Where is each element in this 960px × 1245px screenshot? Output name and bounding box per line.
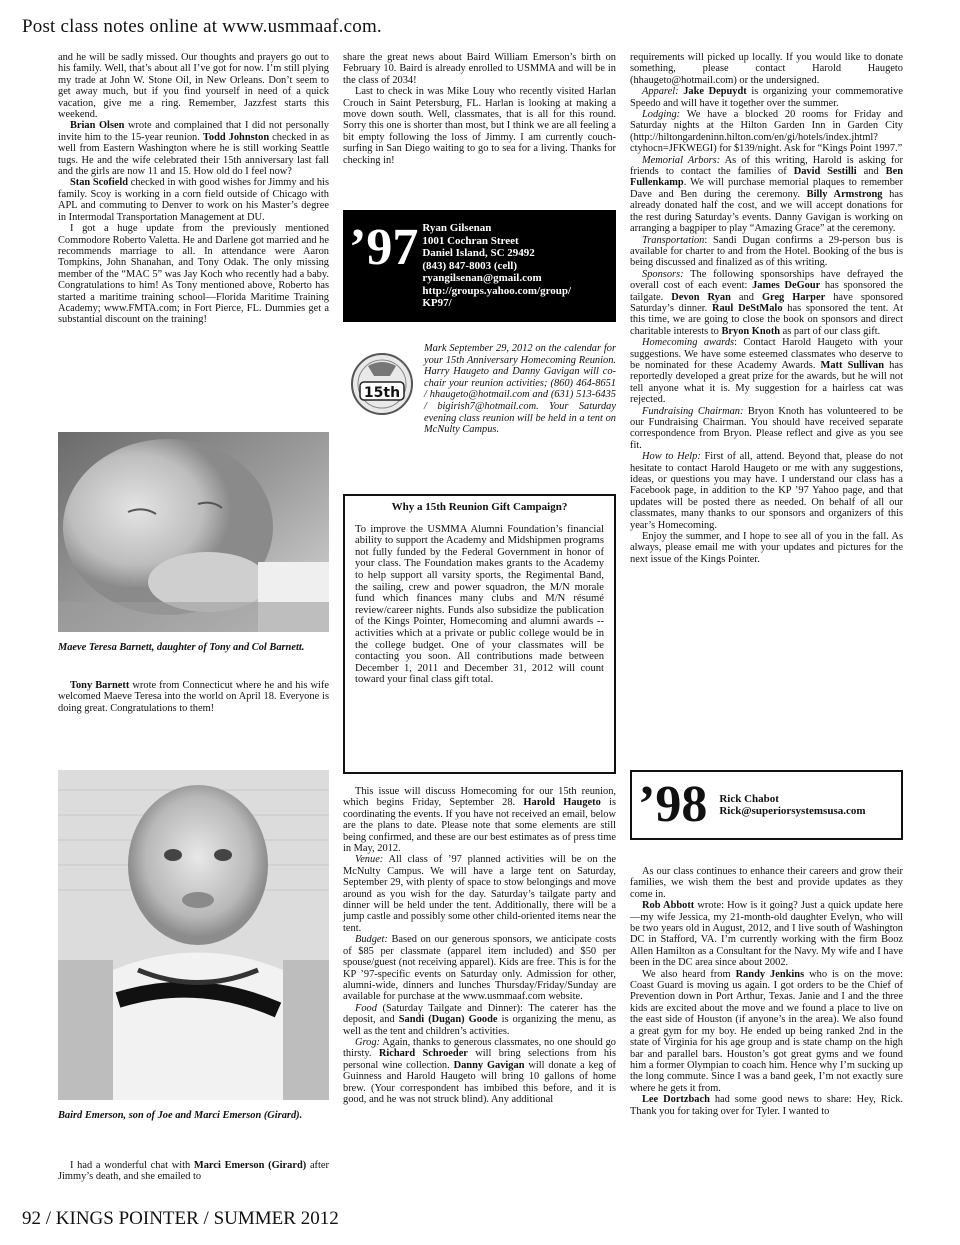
reunion-announcement: Mark September 29, 2012 on the calendar for your 15th Anniversary Homecoming Reunion. Harry Haugeto and Danny Gavigan will co-chair your reunion activities; (860) 464-8651 / hhaugeto@hotmail.com and (631) 513-6435 / bigirish7@hotmail.com. Your Saturday evening class reunion will be held in a tent on McNulty Campus. [424,343,616,436]
paragraph: Fundraising Chairman: Bryon Knoth has volunteered to be our Fundraising Chairman. You should have received separate correspondence from Bryon. Please reflect and give as you see fit. [630,405,903,451]
class-year: ’98 [638,776,708,833]
column-1-mid [58,680,329,714]
paragraph: Lodging: We have a blocked 20 rooms for Friday and Saturday nights at the Hilton Garden Inn in Garden City (http://hiltongardeninn.hilton.com/en/gi/hotels/index.jhtml?ctyhocn=JFKWEGI) for $139/night. Ask for “Kings Point 1997.” [630,109,903,155]
paragraph: We also heard from Randy Jenkins who is on the move: Coast Guard is moving us again. I got orders to be the Chief of Prevention down in Port Arthur, Texas. Janie and I and the three kids are excited about the move and we found a place to live on the east side of Houston (if anyone’s in the area). We also found a great gym for my boy. He ended up being ranked 2nd in the state of Virginia for his age group and is state champ on the high bar and parallel bars. Houston’s got great gyms and we found him a former Olympian to coach him. Hence why I’m sucking up the long commute. Since I was a band geek, I’m not exactly sure where he gets it from. [630,968,903,1094]
paragraph: Stan Scofield checked in with good wishes for Jimmy and his family. Scoy is working in a corn field outside of Chicago with APL and commuting to Denver to work on his Master’s degree in Intermodal Transportation Management at DU. [58,177,329,223]
column-2 [343,52,616,166]
gift-campaign-box [343,494,616,774]
paragraph: Memorial Arbors: As of this writing, Harold is asking for friends to contact the families of David Sestilli and Ben Fullenkamp. We will purchase memorial plaques to remember Dave and Ben during the ceremony. Billy Armstrong has already donated half the cost, and we will accept donations for the rest during Saturday’s events. Danny Gavigan is working on arranging a bagpiper to play “Amazing Grace” at the ceremony. [630,154,903,235]
paragraph: Lee Dortzbach had some good news to share: Hey, Rick. Thank you for taking over for Tyler. I wanted to [630,1094,904,1117]
paragraph: Sponsors: The following sponsorships have defrayed the overall cost of each event: James DeGour has sponsored the tailgate. Devon Ryan and Greg Harper have sponsored Saturday’s dinner. Raul DeStMalo has sponsored the tent. At this time, we are going to close the book on sponsors and direct charitable interests to Bryon Knoth as part of our class gift. [630,268,904,337]
secretary-email[interactable]: Rick@superiorsystemsusa.com [719,805,866,817]
secretary-name: Rick Chabot [719,792,779,805]
column-1 [58,52,329,326]
class-year: ’97 [349,219,419,276]
photo-caption: Maeve Teresa Barnett, daughter of Tony and Col Barnett. [58,642,305,653]
paragraph: Budget: Based on our generous sponsors, we anticipate costs of $85 per classmate (apparel item included) and $50 per spouse/guest (not receiving apparel). Kids are free. This is for the KP ’97-specific events on Saturday only. Admission for other, alumni-wide, dinners and lunches Thursday/Friday/Sunday are available for purchase at the www.usmmaaf.com website. [343,934,616,1003]
column-3 [630,52,903,565]
15th-reunion-badge-icon [350,352,414,422]
gift-campaign-title: Why a 15th Reunion Gift Campaign? [391,501,568,513]
baby-photo-baird [58,770,329,1100]
gift-campaign-text: To improve the USMMA Alumni Foundation’s financial ability to support the Academy and Midshipmen programs not fully funded by the Federal Government in honor of your class. The Foundation makes grants to the Academy to help support all varsity sports, the Regimental Band, the sailing, crew and power squadron, the M/N morale fund which finances many clubs and M/N résumé review/career nights. Funds also subsidize the publication of the Kings Pointer, Homecoming and alumni awards -- activities which at a private or public college would be in the college budget. One of your classmates will be contacting you soon. All contributions made between December 1, 2011 and December 31, 2012 will count toward your final class gift total. [355,523,604,686]
paragraph: Food (Saturday Tailgate and Dinner): The caterer has the deposit, and Sandi (Dugan) Goode is organizing the menu, as well as the tent and children’s activities. [343,1002,617,1037]
paragraph: Tony Barnett wrote from Connecticut where he and his wife welcomed Maeve Teresa into the world on April 18. Everyone is doing great. Congratulations to them! [58,680,329,714]
photo-caption: Baird Emerson, son of Joe and Marci Emerson (Girard). [58,1110,303,1121]
paragraph: share the great news about Baird William Emerson’s birth on February 10. Baird is already enrolled to USMMA and will be in the class of 2034! [343,52,616,86]
paragraph: Last to check in was Mike Louy who recently visited Harlan Crouch in Saint Petersburg, FL. Harlan is looking at making a move down south. Well, classmates, that is all for this round. Sorry this one is shorter than most, but I think we are all feeling a bit empty following the loss of Jimmy. I am currently couch-surfing in San Diego waiting to go to sea for a living. Thanks for checking in! [343,86,616,166]
class-97-contact-box [343,210,616,322]
paragraph: I got a huge update from the previously mentioned Commodore Roberto Valetta. He and Darlene got married and he recommends marriage to all. In attendance were Aaron Tompkins, John Shanahan, and Tony Odak. The only missing member of the “MAC 5” was Jay Koch who recently had a baby. Congratulations to him! As Tony mentioned above, Roberto has started a maritime training school—Florida Maritime Training Academy; www.FMTA.com; in Fort Pierce, FL. Dummies get a substantial discount on the training! [58,223,329,326]
paragraph: Rob Abbott wrote: How is it going? Just a quick update here—my wife Jessica, my 21-month-old daughter Evelyn, who will be two years old in August, 2012, and I live south of Washington DC in Stafford, VA. I’m currently working with the firm Booz Allen Hamilton as a Consultant for the Navy. My wife and I have been in the DC area since about 2002. [630,900,903,969]
paragraph: Brian Olsen wrote and complained that I did not personally invite him to the 15-year reunion. Todd Johnston checked in as well from Eastern Washington where he is still working Seattle tugs. He and the wife celebrated their 15th anniversary last fall and the girls are now 11 and 15. How old do I feel now? [58,120,330,178]
page-header: Post class notes online at www.usmmaaf.com. [22,16,382,37]
class-secretary-contact: Ryan Gilsenan 1001 Cochran Street Daniel Island, SC 29492 (843) 847-8003 (cell) ryangilsenan@gmail.com http://groups.yahoo.com/group/ KP97/ [422,222,572,309]
paragraph: and he will be sadly missed. Our thoughts and prayers go out to his family. Well, that’s about all I’ve got for now. I’m still plying my trade at John W. Stone Oil, in New Orleans. Don’t seem to get away much, but if you find yourself in need of a quick vacation, give me a ring. Remember, Jazzfest starts this weekend. [58,52,329,121]
badge-label: 15th [363,385,401,401]
paragraph: How to Help: First of all, attend. Beyond that, please do not hesitate to contact Harold Haugeto or me with any suggestions, ideas, or questions you may have. I understand our class has a Facebook page, in addition to the KP ’97 Yahoo page, and that updates will be posted there as needed. On behalf of all our classmates, many thanks to our sponsors and organizers of this year’s Homecoming. [630,451,903,531]
paragraph: As our class continues to enhance their careers and grow their families, we wish them the best and provide updates as they come in. [630,866,903,900]
paragraph: I had a wonderful chat with Marci Emerson (Girard) after Jimmy’s death, and she emailed to [58,1160,329,1183]
paragraph: Transportation: Sandi Dugan confirms a 29-person bus is available for charter to and from the Hotel. Booking of the bus is being discussed and finalized as of this writing. [630,234,903,269]
page-footer: 92 / KINGS POINTER / SUMMER 2012 [22,1208,339,1229]
column-3-bottom [630,866,903,1117]
paragraph: Homecoming awards: Contact Harold Haugeto with your suggestions. We have some esteemed classmates who deserve to be nominated for these Academy Awards. Matt Sullivan has reportedly developed a great prize for the awards, but he will not tell anyone what it is. My suggestion for a hairless cat was rejected. [630,337,903,406]
column-1-bottom [58,1160,329,1183]
paragraph: Venue: All class of ’97 planned activities will be on the McNulty Campus. We will have a large tent on Saturday, September 29, with plenty of space to stow belongings and move around as you wish for the day. Saturday’s tailgate party and dinner will be held under the tent. Additionally, there will be a jump castle and possibly some other child-oriented items near the tent. [343,854,616,934]
paragraph: Enjoy the summer, and I hope to see all of you in the fall. As always, please email me with your updates and pictures for the next issue of the Kings Pointer. [630,531,903,565]
paragraph: requirements will picked up locally. If you would like to donate something, please contact Harold Haugeto (hhaugeto@hotmail.com) or the undersigned. [630,52,903,86]
secretary-email[interactable]: ryangilsenan@gmail.com [422,272,542,284]
column-2-bottom [343,786,616,1105]
secretary-name: Ryan Gilsenan [422,222,492,234]
baby-photo-maeve [58,432,329,632]
paragraph: Apparel: Jake Depuydt is organizing your commemorative Speedo and will have it together over the summer. [630,86,903,109]
group-link[interactable]: http://groups.yahoo.com/group/ [422,284,572,297]
class-secretary-contact [719,793,865,818]
paragraph: This issue will discuss Homecoming for our 15th reunion, which begins Friday, September 28. Harold Haugeto is coordinating the events. If you have not received an email, below are the plans to date. Please note that some elements are still being confirmed, and these are our best estimates as of press time in May, 2012. [343,786,617,855]
paragraph: Grog: Again, thanks to generous classmates, no one should go thirsty. Richard Schroeder will bring selections from his personal wine collection. Danny Gavigan will donate a keg of Guinness and Harold Haugeto will bring 10 gallons of home brew. (Your correspondent has imbibed this before, and it is good, and he was not struck blind). Any additional [343,1036,616,1105]
class-98-contact-box [630,770,903,840]
